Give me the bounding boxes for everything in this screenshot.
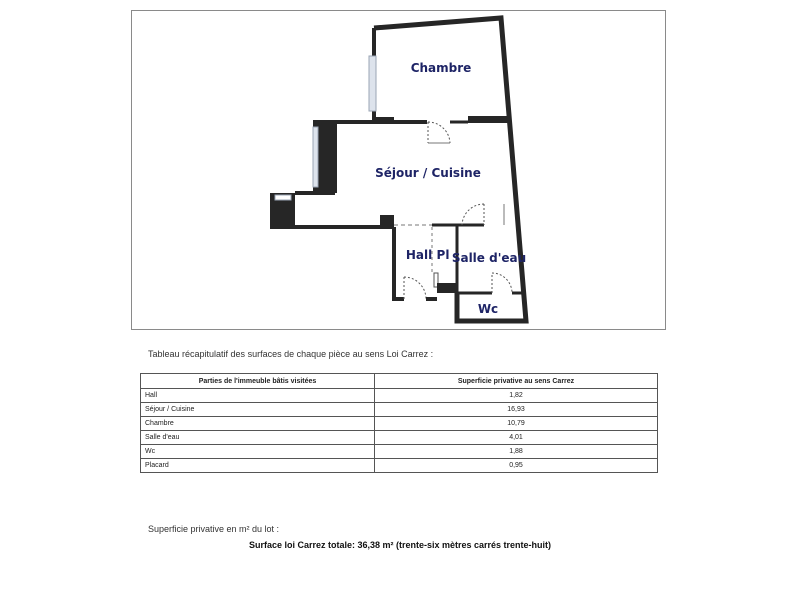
bedroom-door-swing: [428, 122, 450, 143]
room-label-chambre: Chambre: [410, 61, 472, 75]
table-row: [141, 417, 658, 431]
table-header-row: [141, 374, 658, 389]
room-name-cell: Placard: [141, 459, 375, 473]
table-row: [141, 389, 658, 403]
total-surface: Surface loi Carrez totale: 36,38 m² (trente-six mètres carrés trente-huit): [248, 540, 552, 550]
room-label-placard: Pl: [436, 248, 450, 262]
surface-value-cell: 16,93: [375, 403, 658, 417]
table-row: [141, 459, 658, 473]
table-row: [141, 403, 658, 417]
surface-value-cell: 1,88: [375, 445, 658, 459]
kitchen-bay-inner: [275, 195, 291, 200]
entrance-door-swing: [404, 277, 426, 299]
floor-plan-frame: [131, 10, 666, 330]
living-left-window: [313, 127, 318, 187]
table-row: [141, 431, 658, 445]
wc-door-swing: [492, 273, 512, 293]
room-label-sejour: Séjour / Cuisine: [375, 166, 481, 180]
surface-table: [140, 373, 658, 473]
room-label-salle-eau: Salle d'eau: [451, 251, 527, 265]
room-name-cell: Salle d'eau: [141, 431, 375, 445]
floor-plan: [132, 11, 667, 331]
surface-value-cell: 4,01: [375, 431, 658, 445]
room-name-cell: Chambre: [141, 417, 375, 431]
bathroom-door-swing: [462, 204, 484, 225]
surface-value-cell: 10,79: [375, 417, 658, 431]
room-name-cell: Wc: [141, 445, 375, 459]
living-bottom-block: [380, 215, 394, 228]
bedroom-window: [369, 56, 376, 111]
table-row: [141, 445, 658, 459]
bedroom-partition-block-right: [468, 116, 508, 123]
room-name-cell: Hall: [141, 389, 375, 403]
surface-value-cell: 0,95: [375, 459, 658, 473]
room-label-wc: Wc: [477, 302, 499, 316]
lot-surface-label: Superficie privative en m² du lot :: [148, 524, 280, 534]
column-header-surface: Superficie privative au sens Carrez: [375, 374, 658, 389]
table-caption: Tableau récapitulatif des surfaces de chaque pièce au sens Loi Carrez :: [148, 349, 434, 359]
surface-value-cell: 1,82: [375, 389, 658, 403]
bedroom-partition-block: [374, 117, 394, 123]
placard-block: [437, 283, 457, 293]
room-label-hall: Hall: [405, 248, 433, 262]
room-name-cell: Séjour / Cuisine: [141, 403, 375, 417]
column-header-room: Parties de l'immeuble bâtis visitées: [141, 374, 375, 389]
